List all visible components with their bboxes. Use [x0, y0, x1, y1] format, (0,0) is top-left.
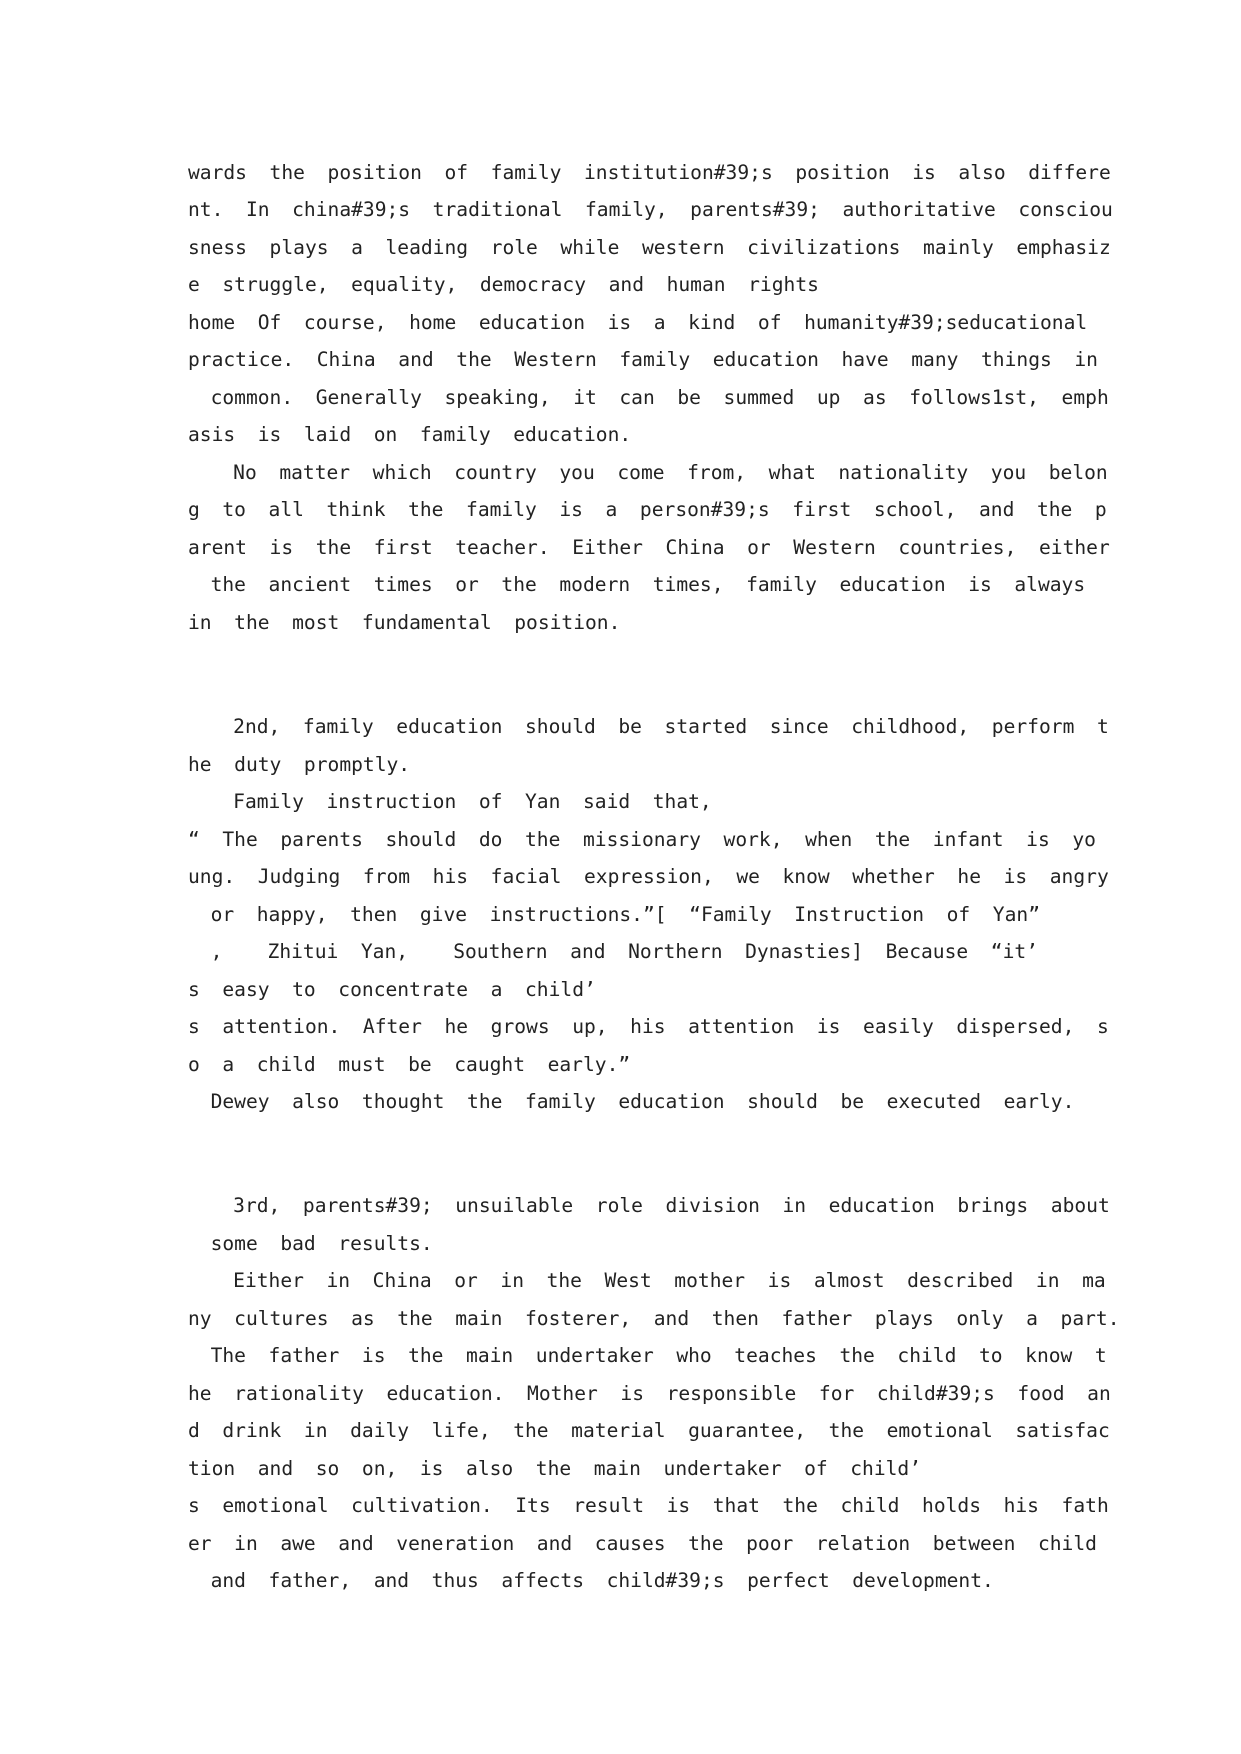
text-line: sness plays a leading role while western civilizations mainly emphasiz: [188, 236, 1111, 259]
text-line: or happy, then give instructions.”[ “Family Instruction of Yan”: [188, 903, 1040, 926]
text-line: o a child must be caught early.”: [188, 1053, 631, 1076]
text-line: e struggle, equality, democracy and human rights: [188, 273, 819, 296]
text-line: Family instruction of Yan said that,: [188, 790, 712, 813]
text-line: “ The parents should do the missionary work, when the infant is yo: [188, 828, 1096, 851]
text-line: ung. Judging from his facial expression, we know whether he is angry: [188, 865, 1109, 888]
text-line: tion and so on, is also the main undertaker of child’: [188, 1457, 922, 1480]
text-line: wards the position of family institution#39;s position is also differe: [188, 161, 1111, 184]
text-line: arent is the first teacher. Either China or Western countries, either: [188, 536, 1110, 559]
text-line: 3rd, parents#39; unsuilable role division in education brings about: [188, 1194, 1110, 1217]
text-line: 2nd, family education should be started since childhood, perform t: [188, 715, 1109, 738]
text-line: d drink in daily life, the material guarantee, the emotional satisfac: [188, 1419, 1110, 1442]
text-line: Dewey also thought the family education should be executed early.: [188, 1090, 1075, 1113]
text-line: The father is the main undertaker who teaches the child to know t: [188, 1344, 1107, 1367]
text-line: he rationality education. Mother is responsible for child#39;s food an: [188, 1382, 1111, 1405]
text-line: common. Generally speaking, it can be summed up as follows1st, emph: [188, 386, 1109, 409]
text-line: practice. China and the Western family education have many things in: [188, 348, 1098, 371]
text-line: nt. In china#39;s traditional family, parents#39; authoritative consciou: [188, 198, 1113, 221]
text-line: asis is laid on family education.: [188, 423, 632, 446]
text-line: he duty promptly.: [188, 753, 411, 776]
text-line: ny cultures as the main fosterer, and then father plays only a part.: [188, 1307, 1120, 1330]
text-line: No matter which country you come from, what nationality you belon: [188, 461, 1108, 484]
text-line: , Zhitui Yan, Southern and Northern Dynasties] Because “it’: [188, 940, 1038, 963]
text-line: Either in China or in the West mother is almost described in ma: [188, 1269, 1106, 1292]
text-line: in the most fundamental position.: [188, 611, 621, 634]
text-line: the ancient times or the modern times, family education is always: [188, 573, 1086, 596]
text-line: s easy to concentrate a child’: [188, 978, 596, 1001]
text-line: home Of course, home education is a kind of humanity#39;seducational: [188, 311, 1088, 334]
text-line: g to all think the family is a person#39;s first school, and the p: [188, 498, 1107, 521]
text-line: er in awe and veneration and causes the poor relation between child: [188, 1532, 1097, 1555]
text-line: s emotional cultivation. Its result is that the child holds his fath: [188, 1494, 1109, 1517]
text-line: some bad results.: [188, 1232, 433, 1255]
text-line: and father, and thus affects child#39;s perfect development.: [188, 1569, 994, 1592]
text-line: s attention. After he grows up, his attention is easily dispersed, s: [188, 1015, 1109, 1038]
